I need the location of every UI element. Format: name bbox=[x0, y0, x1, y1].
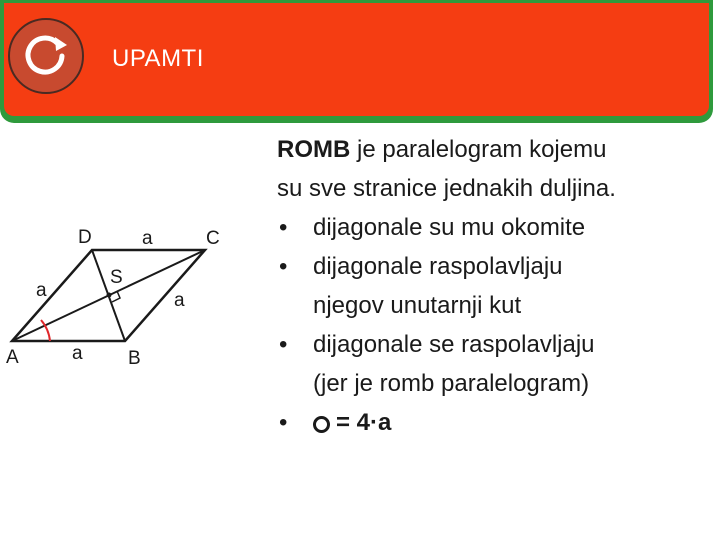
rhombus-figure bbox=[0, 215, 240, 375]
perimeter-symbol-icon bbox=[313, 416, 330, 433]
fact-text: dijagonale se raspolavljaju bbox=[313, 331, 595, 358]
property-list bbox=[277, 208, 717, 442]
definition-line2: su sve stranice jednakih duljina. bbox=[277, 175, 616, 202]
label-b: B bbox=[128, 348, 141, 369]
bullet: • bbox=[279, 253, 288, 280]
list-item bbox=[277, 403, 717, 442]
angle-arc bbox=[35, 317, 38, 329]
side-label-top: a bbox=[142, 228, 153, 249]
side-label-right: a bbox=[174, 290, 185, 311]
definition-line1: je paralelogram kojemu bbox=[350, 136, 607, 163]
fact-text: (jer je romb paralelogram) bbox=[313, 370, 590, 397]
term-romb: ROMB bbox=[277, 136, 351, 163]
definition-text bbox=[277, 130, 717, 208]
fact-text: njegov unutarnji kut bbox=[313, 292, 522, 319]
point-s bbox=[107, 293, 112, 298]
label-s: S bbox=[110, 267, 123, 288]
bullet: • bbox=[279, 214, 288, 241]
fact-text: dijagonale su mu okomite bbox=[313, 214, 586, 241]
fact-text: dijagonale raspolavljaju bbox=[313, 253, 563, 280]
list-item bbox=[277, 325, 717, 403]
bullet: • bbox=[279, 331, 288, 358]
bullet: • bbox=[279, 409, 288, 436]
label-a: A bbox=[6, 347, 19, 368]
label-c: C bbox=[206, 228, 220, 249]
side-label-bottom: a bbox=[72, 343, 83, 364]
refresh-badge[interactable] bbox=[8, 18, 84, 94]
refresh-icon bbox=[10, 20, 82, 92]
perimeter-formula bbox=[313, 409, 391, 436]
perimeter-formula-text: = 4·a bbox=[336, 409, 392, 436]
rhombus-definition bbox=[277, 130, 717, 442]
header-banner bbox=[0, 0, 713, 120]
banner-title: UPAMTI bbox=[112, 45, 204, 72]
label-d: D bbox=[78, 227, 92, 248]
list-item bbox=[277, 247, 717, 325]
side-label-left: a bbox=[36, 280, 47, 301]
list-item bbox=[277, 208, 717, 247]
